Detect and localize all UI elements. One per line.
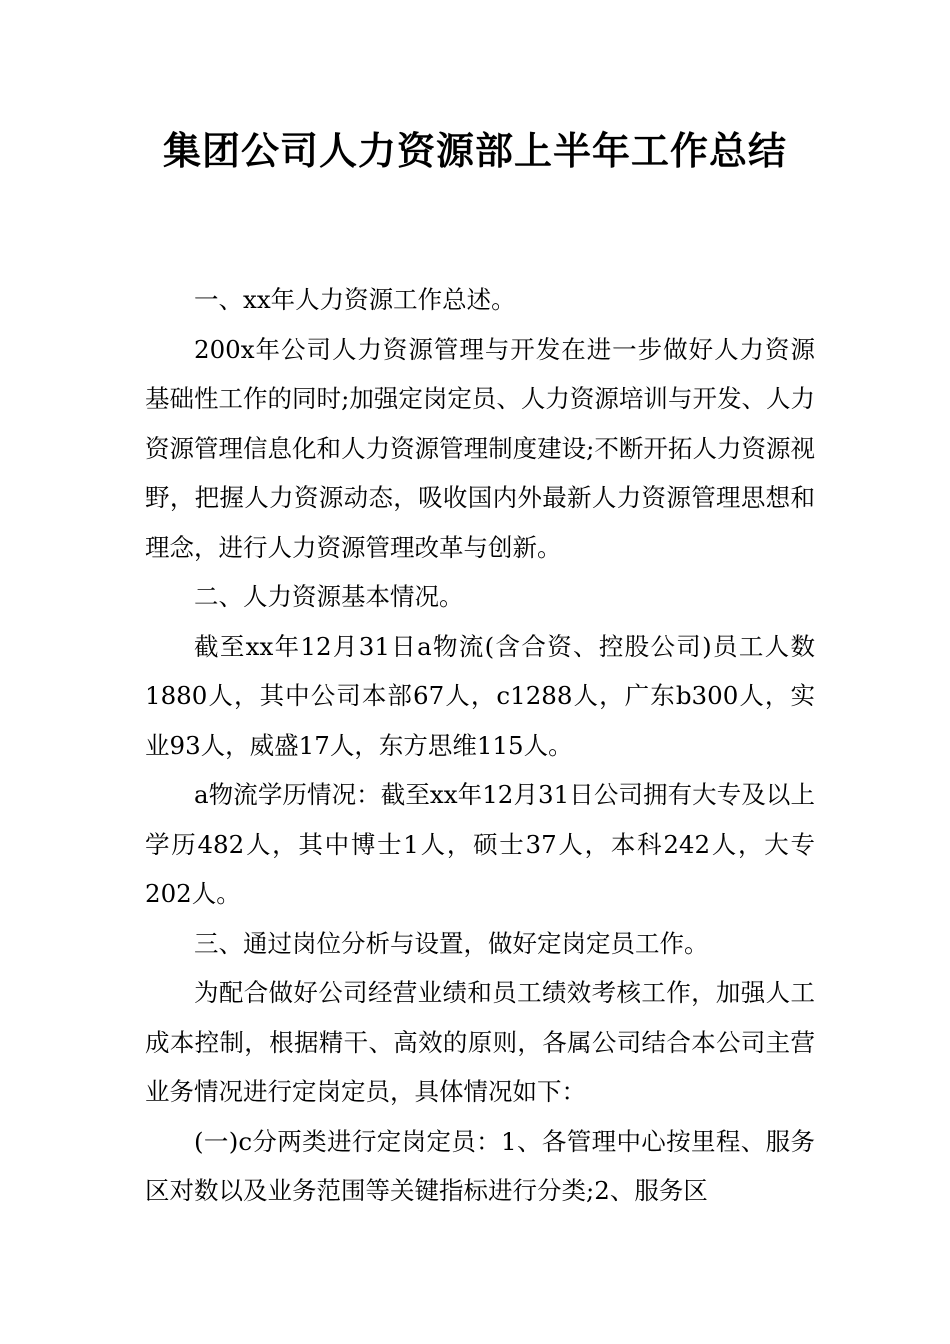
section-heading-2: 二、人力资源基本情况。 bbox=[194, 582, 464, 611]
paragraph-staff-count: 截至xx年12月31日a物流(含合资、控股公司)员工人数1880人，其中公司本部67人，c1288人，广东b300人，实业93人，威盛17人，东方思维115人。 bbox=[145, 631, 815, 760]
paragraph-staffing-c: (一)c分两类进行定岗定员：1、各管理中心按里程、服务区对数以及业务范围等关键指标进行分类;2、服务区 bbox=[145, 1126, 815, 1205]
paragraph-staffing-plan: 为配合做好公司经营业绩和员工绩效考核工作，加强人工成本控制，根据精干、高效的原则，各属公司结合本公司主营业务情况进行定岗定员，具体情况如下： bbox=[145, 978, 815, 1106]
section-heading-3: 三、通过岗位分析与设置，做好定岗定员工作。 bbox=[194, 928, 709, 958]
paragraph-overview: 200x年公司人力资源管理与开发在进一步做好人力资源基础性工作的同时;加强定岗定员、人力资源培训与开发、人力资源管理信息化和人力资源管理制度建设;不断开拓人力资源视野，把握人力资源动态，吸收国内外最新人力资源管理思想和理念，进行人力资源管理改革与创新。 bbox=[145, 334, 815, 562]
paragraph-education: a物流学历情况：截至xx年12月31日公司拥有大专及以上学历482人，其中博士1人，硕士37人，本科242人，大专202人。 bbox=[145, 780, 815, 908]
document-body bbox=[145, 275, 815, 1216]
section-heading-1: 一、xx年人力资源工作总述。 bbox=[194, 285, 516, 314]
document-title: 集团公司人力资源部上半年工作总结 bbox=[162, 129, 787, 173]
